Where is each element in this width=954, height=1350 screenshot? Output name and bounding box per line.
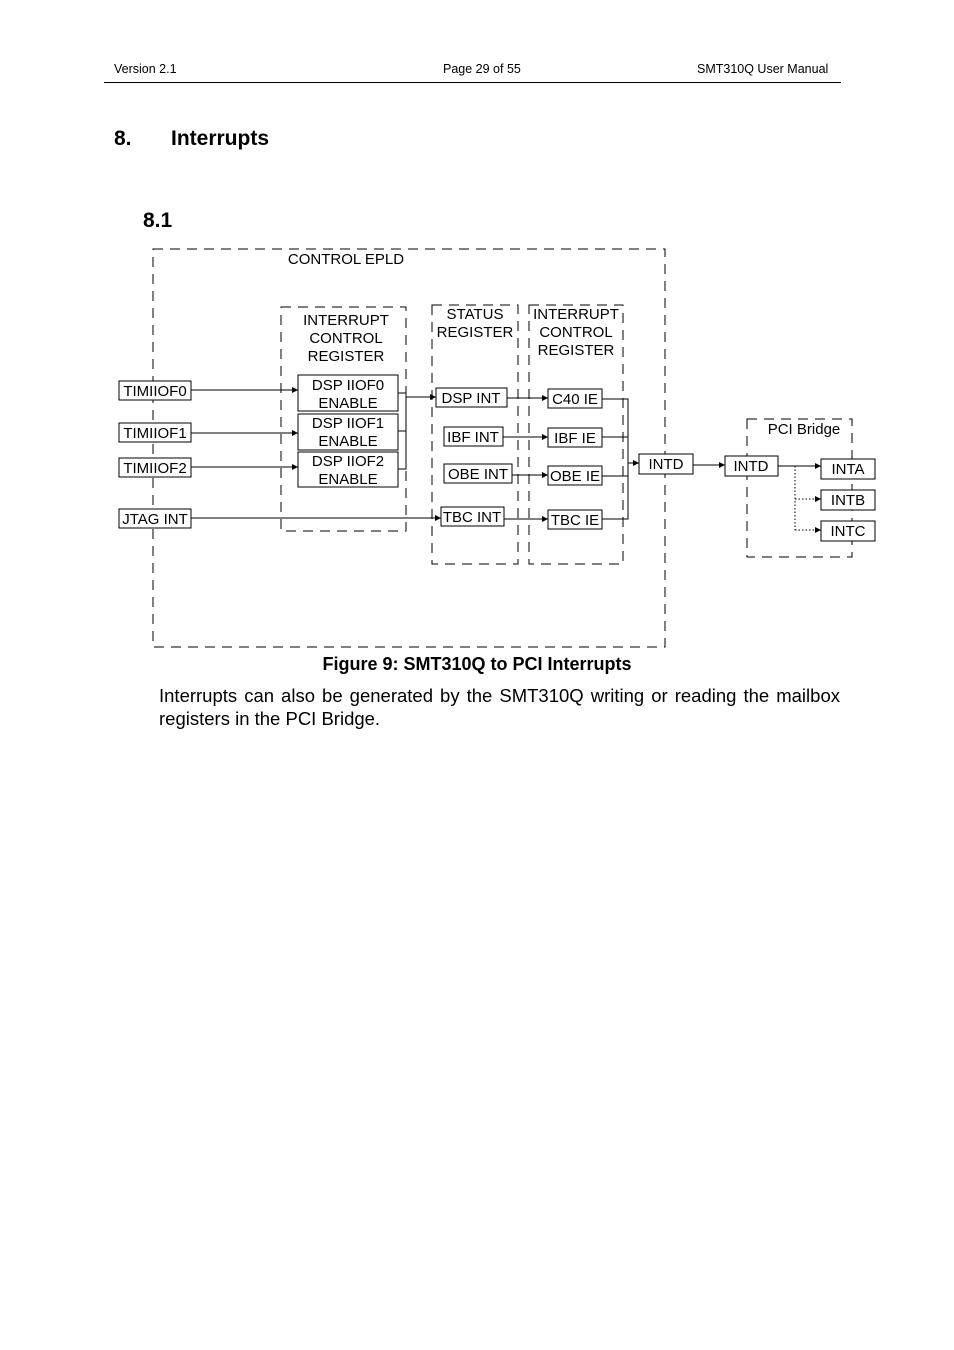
intd-epld: INTD [648, 456, 684, 473]
interrupt-diagram [0, 0, 954, 660]
input-timiiof2: TIMIIOF2 [123, 460, 187, 477]
enable-iiof1-line-2: ENABLE [318, 433, 378, 450]
header-page-number: Page 29 of 55 [443, 62, 521, 76]
ie-ibf: IBF IE [554, 430, 596, 447]
pci-out-intb: INTB [830, 492, 866, 509]
section-number: 8. [114, 127, 132, 150]
ie-c40: C40 IE [552, 391, 598, 408]
input-timiiof1: TIMIIOF1 [123, 425, 187, 442]
figure-caption: Figure 9: SMT310Q to PCI Interrupts [322, 654, 632, 674]
icr-left-line-2: CONTROL [309, 330, 383, 347]
icr-right-line-3: REGISTER [537, 342, 615, 359]
section-title: Interrupts [171, 127, 270, 150]
status-obe-int: OBE INT [447, 466, 509, 483]
status-tbc-int: TBC INT [442, 509, 502, 526]
enable-iiof1-line-1: DSP IIOF1 [311, 415, 385, 432]
icr-right-line-1: INTERRUPT [533, 306, 619, 323]
pci-bridge-label: PCI Bridge [767, 421, 841, 438]
status-dsp-int: DSP INT [441, 390, 501, 407]
ie-tbc: TBC IE [550, 512, 600, 529]
icr-right-line-2: CONTROL [539, 324, 613, 341]
enable-iiof0-line-1: DSP IIOF0 [311, 377, 385, 394]
status-register-line-1: STATUS [446, 306, 504, 323]
pci-out-intc: INTC [830, 523, 866, 540]
header-manual-title: SMT310Q User Manual [697, 62, 829, 76]
status-ibf-int: IBF INT [447, 429, 499, 446]
status-register-line-2: REGISTER [436, 324, 514, 341]
enable-iiof0-line-2: ENABLE [318, 395, 378, 412]
control-epld-label: CONTROL EPLD [287, 251, 405, 268]
enable-iiof2-line-2: ENABLE [318, 471, 378, 488]
icr-left-line-1: INTERRUPT [303, 312, 389, 329]
icr-left-line-3: REGISTER [307, 348, 385, 365]
input-timiiof0: TIMIIOF0 [123, 383, 187, 400]
body-paragraph: Interrupts can also be generated by the SMT310Q writing or reading the mailbox registers in the PCI Bridge. [159, 685, 840, 729]
header-version: Version 2.1 [114, 62, 177, 76]
intd-pci: INTD [733, 458, 769, 475]
enable-iiof2-line-1: DSP IIOF2 [311, 453, 385, 470]
subsection-number: 8.1 [143, 209, 173, 232]
ie-obe: OBE IE [549, 468, 601, 485]
pci-out-inta: INTA [831, 461, 865, 478]
input-jtag-int: JTAG INT [122, 511, 188, 528]
